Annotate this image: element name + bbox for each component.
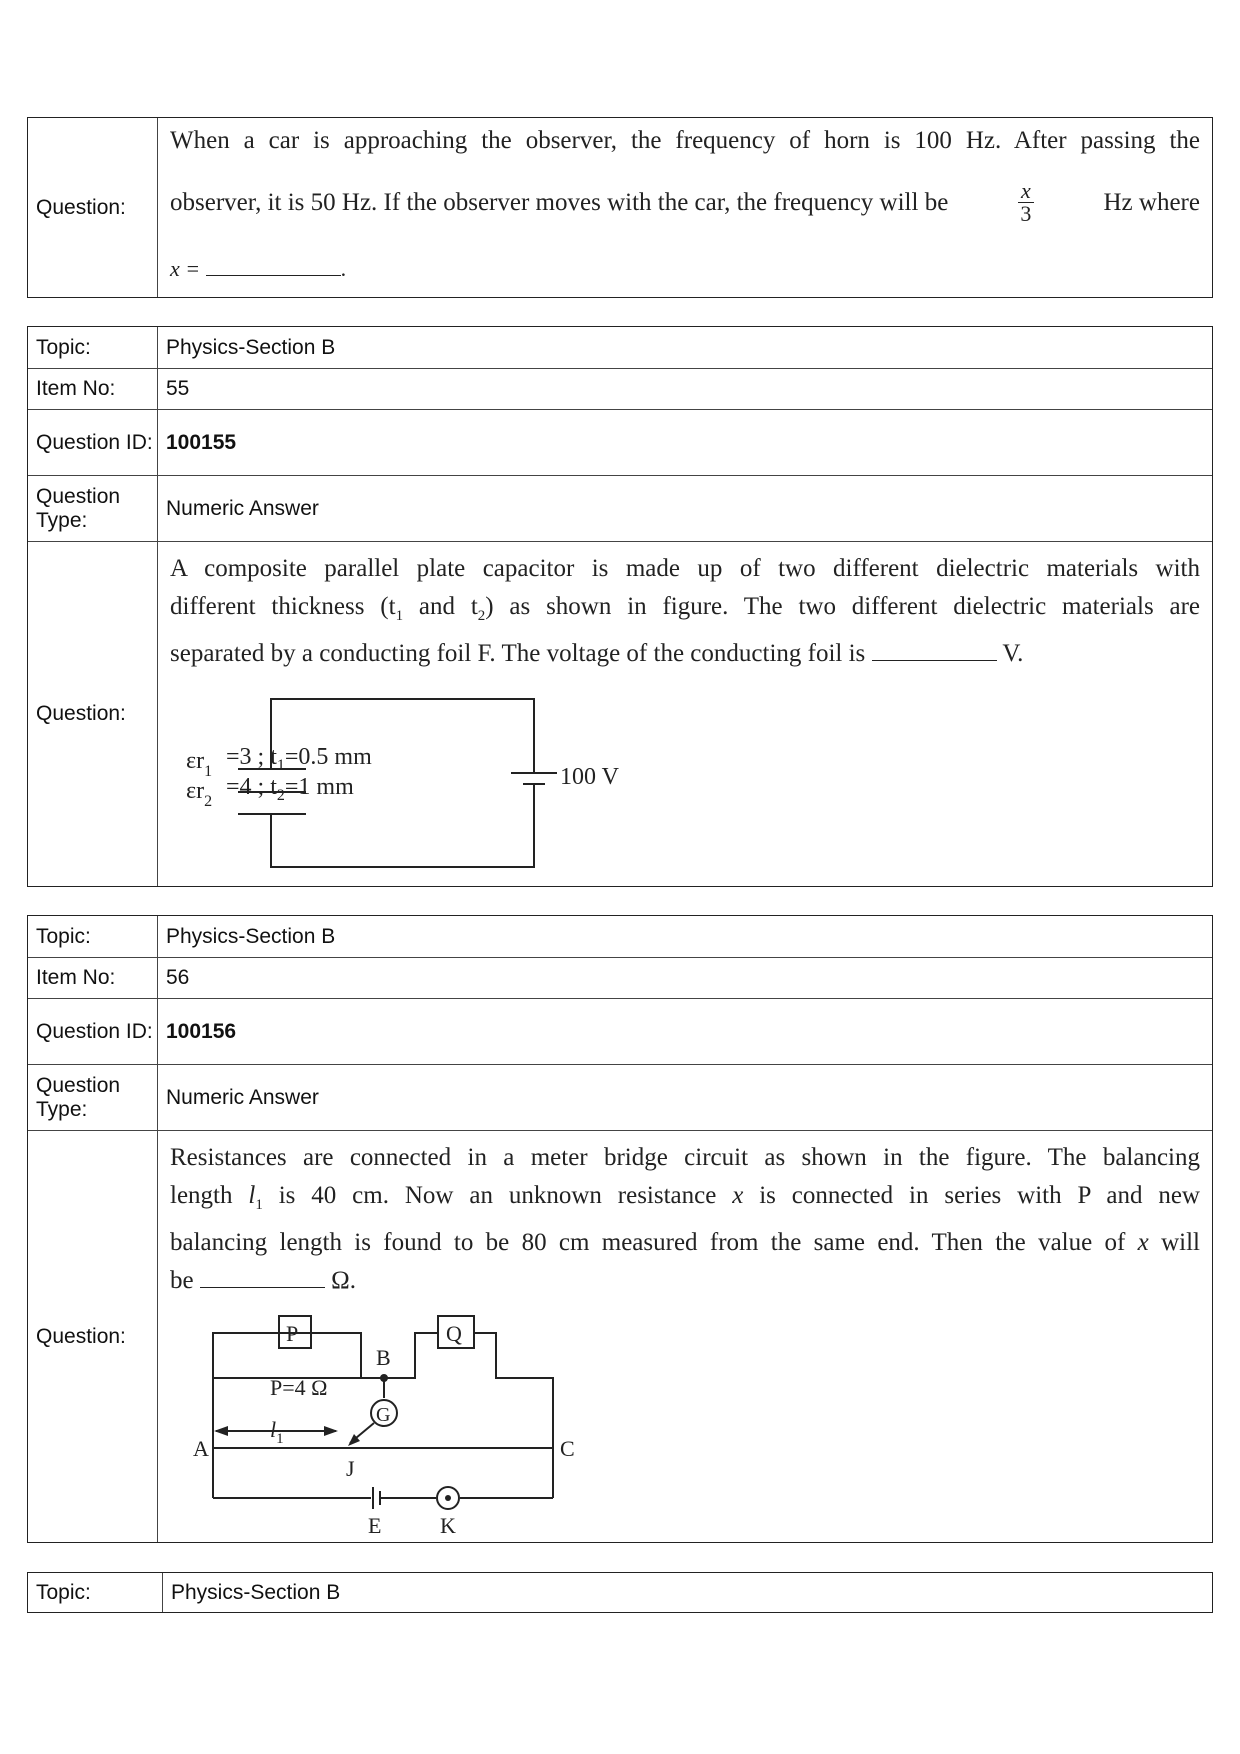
question-table-57: [27, 1572, 1213, 1613]
q56-line3: balancing length is found to be 80 cm measured from the same end. Then the value of x will: [170, 1229, 1200, 1256]
answer-blank: [872, 640, 997, 661]
q56-line4b: Ω.: [331, 1267, 356, 1294]
topic-row: [28, 1573, 1212, 1612]
item-label: Item No:: [28, 369, 158, 409]
q56-line2c: is connected in series with P and new: [743, 1182, 1200, 1209]
topic-value: Physics-Section B: [166, 924, 336, 948]
question-label: Question:: [28, 118, 158, 297]
q56-line2a: length: [170, 1182, 249, 1209]
question-id-row: [28, 998, 1212, 1064]
question-type-value: Numeric Answer: [166, 1085, 319, 1109]
question-type-row: [28, 475, 1212, 541]
epsilon-r2-symbol: $\varepsilon r_2$: [186, 778, 213, 810]
q54-line3-text: x =: [170, 256, 201, 281]
question-id-label: Question ID:: [28, 999, 158, 1064]
dielectric1-label: =3 ; $t_1=0.5$ mm: [226, 744, 372, 774]
item-row: [28, 957, 1212, 998]
q56-line3a: balancing length is found to be 80 cm measured from the same end. Then the value of: [170, 1229, 1138, 1256]
item-label: Item No:: [28, 958, 158, 998]
label-J: J: [346, 1456, 355, 1481]
question-table-55: [27, 326, 1213, 887]
q55-line2b: and t: [403, 593, 478, 620]
l1-arrow-left-head: [214, 1426, 228, 1436]
fraction-denominator: 3: [1020, 201, 1032, 226]
label-Q: Q: [446, 1321, 462, 1346]
q54-line2a: observer, it is 50 Hz. If the observer moves with the car, the frequency will be: [170, 188, 949, 216]
question-table-56: [27, 915, 1213, 1543]
label-C: C: [560, 1436, 575, 1461]
question-content: [158, 1131, 1212, 1542]
label-E: E: [368, 1513, 382, 1538]
q56-text: [158, 1131, 1212, 1300]
key-K-dot: [445, 1495, 451, 1501]
q55-line3a: separated by a conducting foil F. The voltage of the conducting foil is: [170, 640, 866, 667]
q54-line2b: Hz where: [1103, 188, 1200, 216]
label-P-value: P=4 Ω: [270, 1375, 328, 1400]
q56-line1: Resistances are connected in a meter bridge circuit as shown in the figure. The balancing: [170, 1144, 1200, 1171]
q55-line2a: different thickness (t: [170, 593, 396, 620]
question-id-row: [28, 409, 1212, 475]
wire-B-to-Q: [391, 1333, 438, 1378]
topic-value: Physics-Section B: [171, 1580, 341, 1604]
question-id-value: 100156: [166, 1019, 237, 1043]
label-l1: $l_1$: [270, 1417, 284, 1447]
q56-line4: [170, 1262, 1200, 1300]
question-type-label: Question Type:: [28, 476, 158, 541]
item-value: 56: [166, 966, 190, 989]
q55-line2: different thickness ($t_1$ and $t_2$) as shown in figure. The two different dielectric materials are: [170, 593, 1201, 624]
label-G: G: [376, 1404, 391, 1426]
topic-label: Topic:: [28, 327, 158, 368]
topic-label: Topic:: [28, 1573, 163, 1612]
q55-line3b: V.: [1002, 640, 1024, 667]
q54-line3: x = .: [170, 256, 347, 281]
question-label: Question:: [28, 542, 158, 886]
question-row: [28, 1130, 1212, 1542]
battery-voltage-label: 100 V: [560, 764, 619, 790]
circuit-wire-bottom: [271, 790, 534, 867]
dielectric2-label: =4 ; $t_2=1$ mm: [226, 774, 354, 804]
label-K: K: [440, 1513, 456, 1538]
question-id-value: 100155: [166, 430, 237, 454]
q56-line4a: be: [170, 1267, 194, 1294]
question-table-54: [27, 117, 1213, 298]
question-row: [28, 541, 1212, 886]
capacitor-circuit-figure: [168, 692, 648, 882]
q56-line2b: is 40 cm. Now an unknown resistance: [262, 1182, 733, 1209]
question-type-label: Question Type:: [28, 1065, 158, 1130]
q55-line1: A composite parallel plate capacitor is made up of two different dielectric materials with: [170, 555, 1200, 582]
topic-row: [28, 916, 1212, 957]
question-content: [158, 118, 1212, 297]
junction-B: [380, 1374, 388, 1382]
question-row: [28, 118, 1212, 297]
item-value: 55: [166, 377, 190, 400]
question-id-label: Question ID:: [28, 410, 158, 475]
question-type-row: [28, 1064, 1212, 1130]
q54-line1: [170, 126, 1200, 156]
label-P: P: [286, 1321, 299, 1346]
epsilon-r1-symbol: $\varepsilon r_1$: [186, 748, 213, 780]
q56-line2: length $l_1$ is 40 cm. Now an unknown resistance x is connected in series with P and new: [170, 1182, 1200, 1213]
q56-line3b: will: [1148, 1229, 1200, 1256]
q54-line1-text: When a car is approaching the observer, the frequency of horn is 100 Hz. After passing the: [170, 127, 1200, 154]
q55-line3: [170, 635, 1200, 673]
l1-arrow-right-head: [324, 1426, 338, 1436]
answer-blank: [206, 255, 341, 276]
answer-blank: [200, 1267, 325, 1288]
question-type-value: Numeric Answer: [166, 496, 319, 520]
label-B: B: [376, 1345, 391, 1370]
q55-text: [158, 542, 1212, 673]
question-content: [158, 542, 1212, 886]
topic-row: [28, 327, 1212, 368]
label-A: A: [193, 1436, 209, 1461]
topic-value: Physics-Section B: [166, 335, 336, 359]
q54-line2: [170, 180, 1200, 225]
meter-bridge-figure: [168, 1303, 588, 1538]
fraction-x-over-3: [1018, 180, 1034, 225]
question-label: Question:: [28, 1131, 158, 1542]
wire-Q-to-C: [474, 1333, 553, 1448]
topic-label: Topic:: [28, 916, 158, 957]
item-row: [28, 368, 1212, 409]
q55-line2c: ) as shown in figure. The two different dielectric materials are: [485, 593, 1201, 620]
fraction-numerator: x: [1018, 180, 1034, 203]
